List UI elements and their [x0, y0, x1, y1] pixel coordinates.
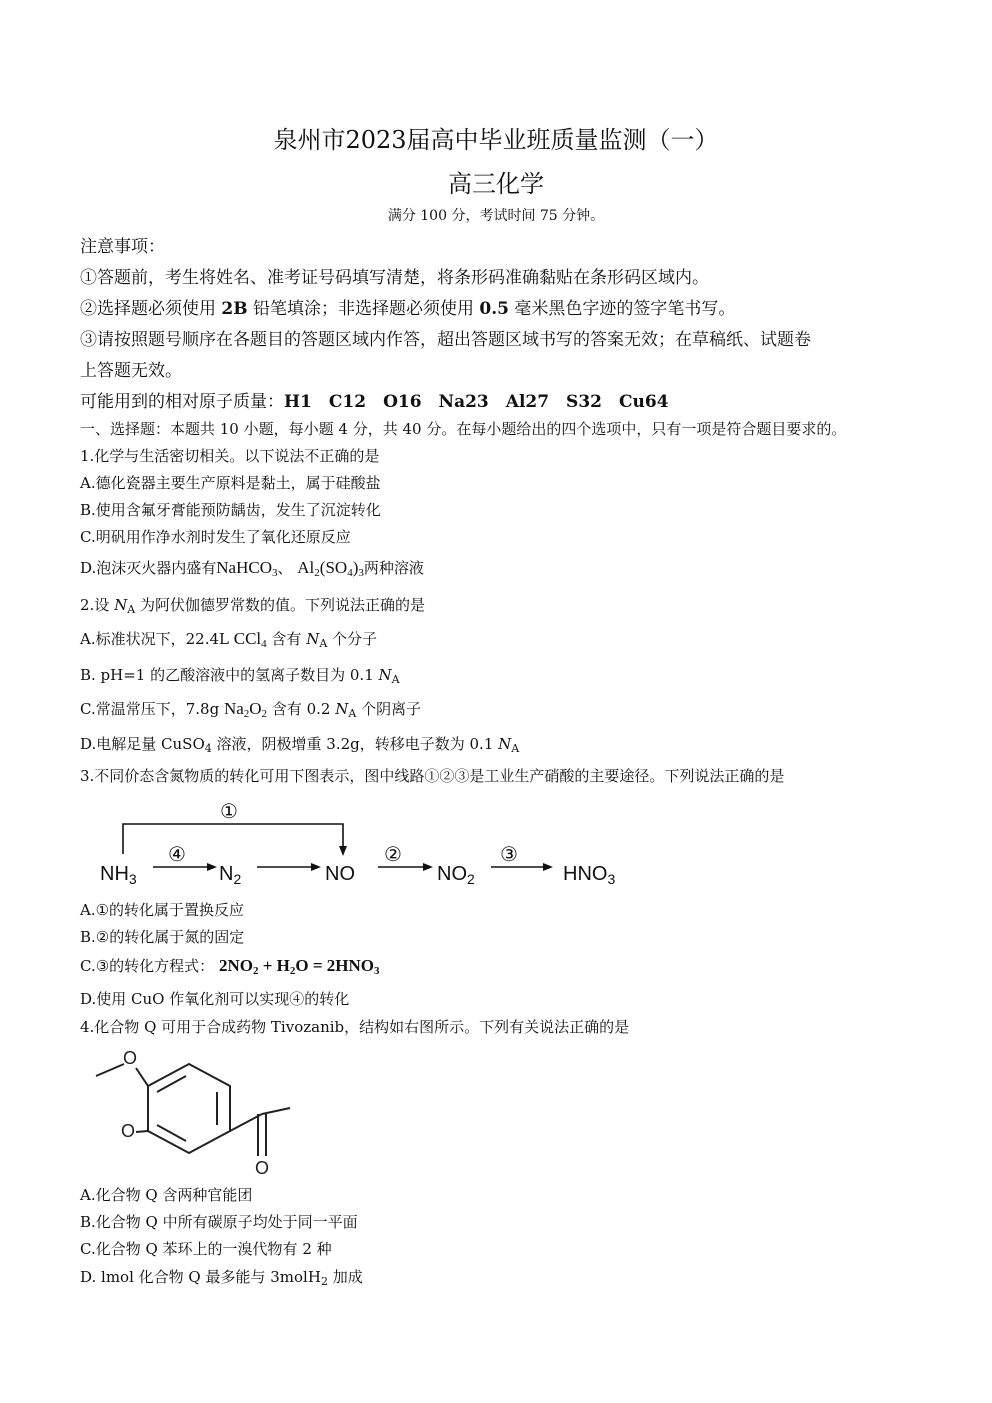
q2-option-b: B. pH=1 的乙酸溶液中的氢离子数目为 0.1 $N_A$ [80, 666, 400, 686]
q1-option-c: C.明矾用作净水剂时发生了氧化还原反应 [80, 528, 351, 546]
q2-option-c: C.常温常压下，7.8g $Na_2O_2$ 含有 0.2 $N_A$ 个阴离子 [80, 699, 422, 720]
formula-ccl4: CCl$_4$ [233, 629, 267, 650]
q4-option-a: A.化合物 Q 含两种官能团 [80, 1186, 253, 1204]
q4-option-b: B.化合物 Q 中所有碳原子均处于同一平面 [80, 1213, 358, 1231]
q1-stem: 1.化学与生活密切相关。以下说法不正确的是 [80, 447, 380, 465]
route-label-3: ③ [500, 842, 518, 866]
route-1-line [123, 824, 343, 854]
q4-option-d: D. lmol 化合物 Q 最多能与 3molH$_2$ 加成 [80, 1268, 363, 1288]
pencil-type: 2B [221, 299, 248, 319]
section-1-intro: 一、选择题：本题共 10 小题，每小题 4 分，共 40 分。在每小题给出的四个选项中，只有一项是符合题目要求的。 [80, 420, 847, 438]
q3-stem: 3.不同价态含氮物质的转化可用下图表示，图中线路①②③是工业生产硝酸的主要途径。下列说法正确的是 [80, 767, 785, 785]
q2-stem: 2.设 $N_A$ 为阿伏伽德罗常数的值。下列说法正确的是 [80, 596, 425, 616]
avogadro-symbol: N [114, 596, 128, 614]
notice-item-1: ①答题前，考生将姓名、准考证号码填写清楚，将条形码准确黏贴在条形码区域内。 [80, 268, 709, 288]
formula-na2o2: $Na_2O_2$ [223, 699, 268, 720]
exam-title: 泉州市2023届高中毕业班质量监测（一） [273, 126, 719, 154]
notice-item-3-line-2: 上答题无效。 [80, 361, 182, 381]
q3-option-d: D.使用 CuO 作氧化剂可以实现④的转化 [80, 990, 350, 1008]
q4-stem: 4.化合物 Q 可用于合成药物 Tivozanib，结构如右图所示。下列有关说法正确的是 [80, 1018, 630, 1036]
atomic-mass-values: H1 C12 O16 Na23 Al27 S32 Cu64 [284, 392, 669, 412]
compound-q-structure [88, 1044, 303, 1179]
notice-item-3-line-1: ③请按照题号顺序在各题目的答题区域内作答，超出答题区域书写的答案无效；在草稿纸、试题卷 [80, 330, 811, 350]
q1-option-a: A.德化瓷器主要生产原料是黏土，属于硅酸盐 [80, 474, 381, 492]
equation-no2-to-hno3: $2NO_2 + H_2O = 2HNO_3$ [218, 956, 380, 977]
atomic-mass-label: 可能用到的相对原子质量： [80, 392, 284, 412]
route-label-4: ④ [168, 842, 186, 866]
pen-width: 0.5 [479, 299, 509, 319]
q1-d-pre: D.泡沫灭火器内盛有 [80, 559, 217, 577]
atomic-mass-line [80, 387, 669, 412]
q3-option-a: A.①的转化属于置换反应 [80, 901, 245, 919]
methoxy-oxygen-2: O [120, 1121, 136, 1141]
q2-option-d: D.电解足量 CuSO$_4$ 溶液，阴极增重 3.2g，转移电子数为 0.1 $N_A$ [80, 735, 520, 755]
notice-item-2-pre: ②选择题必须使用 [80, 299, 222, 319]
q1-d-post: 两种溶液 [363, 559, 424, 577]
route-label-2: ② [384, 842, 402, 866]
species-n2: $N_2$ [219, 863, 242, 887]
formula-al2so43: $Al_2(SO_4)_3$ [297, 558, 364, 579]
nitrogen-conversion-diagram [95, 798, 655, 893]
q3-option-b: B.②的转化属于氮的固定 [80, 928, 245, 946]
q4-option-c: C.化合物 Q 苯环上的一溴代物有 2 种 [80, 1240, 332, 1258]
notice-item-2-post: 毫米黑色字迹的签字笔书写。 [509, 299, 736, 319]
species-nh3: $NH_3$ [100, 863, 137, 887]
q1-option-b: B.使用含氟牙膏能预防龋齿，发生了沉淀转化 [80, 501, 381, 519]
methoxy-oxygen-1: O [122, 1048, 138, 1068]
formula-nahco3: NaHCO$_3$ [216, 558, 278, 579]
notice-item-2-mid: 铅笔填涂；非选择题必须使用 [247, 299, 480, 319]
notice-heading: 注意事项： [80, 237, 165, 257]
q1-option-d: D.泡沫灭火器内盛有NaHCO$_3$、 $Al_2(SO_4)_3$两种溶液 [80, 558, 424, 579]
species-no2: $NO_2$ [437, 863, 475, 887]
notice-item-2 [80, 294, 735, 319]
species-hno3: $HNO_3$ [563, 863, 616, 887]
exam-subject: 高三化学 [448, 170, 544, 198]
q2-option-a: A.标准状况下，22.4L CCl$_4$ 含有 $N_A$ 个分子 [80, 629, 378, 650]
route-label-1: ① [220, 799, 238, 823]
species-no: NO [325, 863, 355, 885]
carbonyl-oxygen: O [254, 1158, 270, 1178]
exam-time-note: 满分 100 分，考试时间 75 分钟。 [387, 208, 605, 224]
q3-option-c: C.③的转化方程式： $2NO_2 + H_2O = 2HNO_3$ [80, 956, 380, 977]
